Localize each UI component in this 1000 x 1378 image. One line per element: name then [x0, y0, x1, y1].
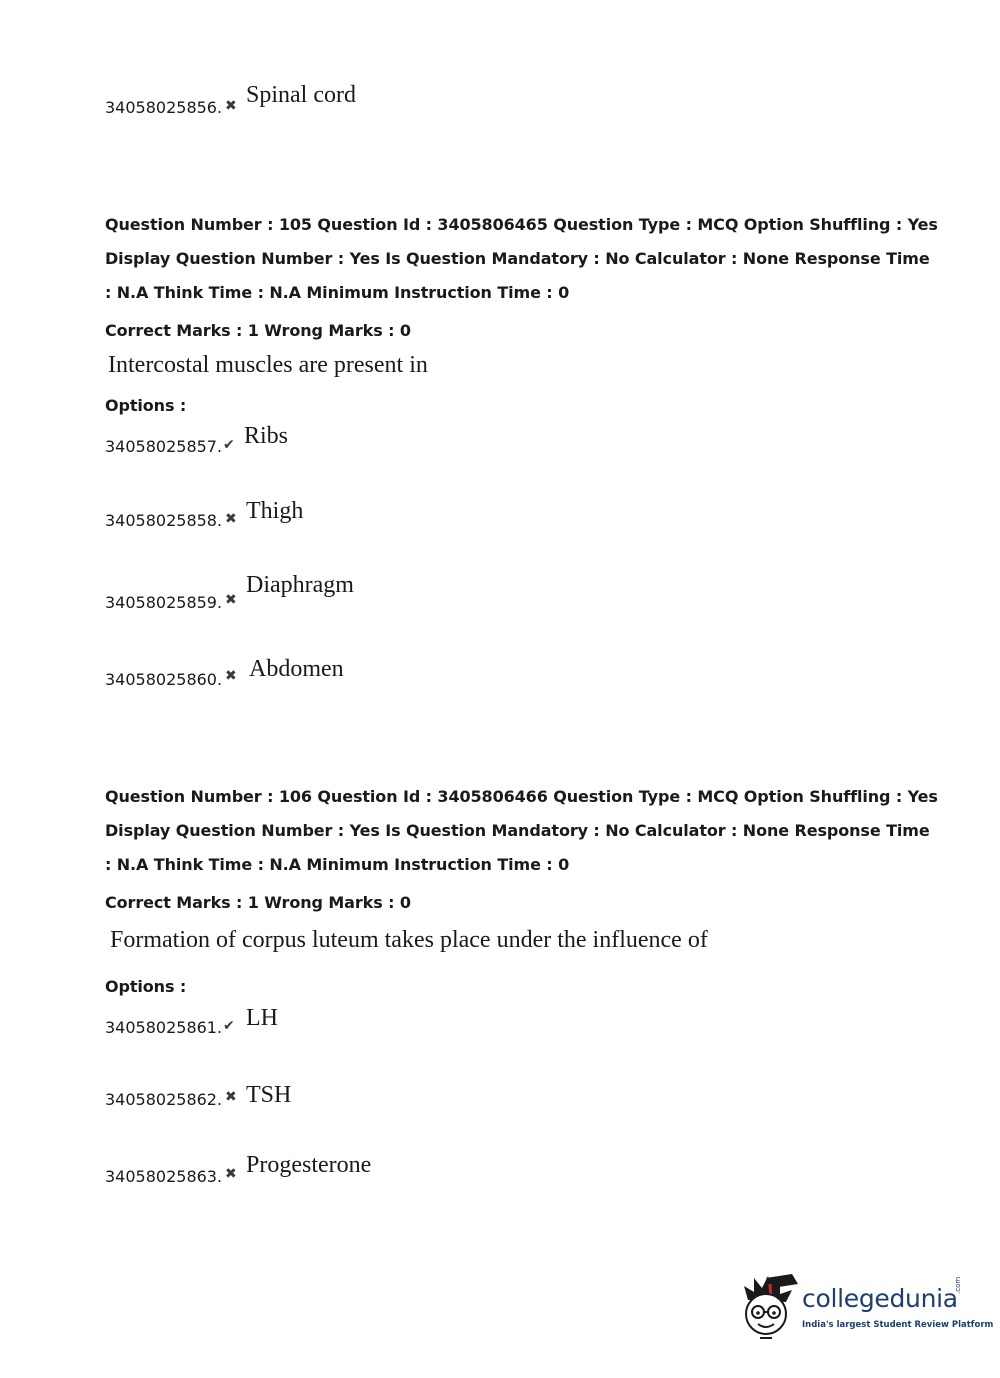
question-meta-line-3: : N.A Think Time : N.A Minimum Instruction Time : 0	[105, 283, 570, 302]
cross-icon: ✖	[225, 1166, 237, 1182]
option-text: TSH	[246, 1082, 292, 1108]
options-label: Options :	[105, 977, 187, 996]
options-label: Options :	[105, 396, 187, 415]
collegedunia-logo	[740, 1272, 994, 1342]
option-id: 34058025856.	[105, 98, 223, 117]
option-id: 34058025857.	[105, 437, 223, 456]
brand-domain: .com	[954, 1276, 962, 1294]
question-text: Formation of corpus luteum takes place under the influence of	[110, 927, 708, 953]
option-text: Spinal cord	[246, 82, 356, 108]
mascot-icon	[740, 1272, 800, 1342]
option-id: 34058025862.	[105, 1090, 223, 1109]
check-icon: ✔	[223, 1018, 235, 1034]
option-text: Thigh	[246, 498, 304, 524]
question-text: Intercostal muscles are present in	[108, 352, 428, 378]
option-text: Ribs	[244, 423, 289, 449]
question-meta-line-1: Question Number : 106 Question Id : 3405806466 Question Type : MCQ Option Shuffling : Yes	[105, 787, 938, 806]
brand-name: collegedunia	[802, 1284, 958, 1313]
option-id: 34058025858.	[105, 511, 223, 530]
option-id: 34058025860.	[105, 670, 223, 689]
question-meta-line-1: Question Number : 105 Question Id : 3405806465 Question Type : MCQ Option Shuffling : Yes	[105, 215, 938, 234]
brand-tagline: India's largest Student Review Platform	[802, 1320, 994, 1330]
option-text: Progesterone	[246, 1152, 372, 1178]
cross-icon: ✖	[225, 98, 237, 114]
option-id: 34058025861.	[105, 1018, 223, 1037]
cross-icon: ✖	[225, 668, 237, 684]
option-id: 34058025863.	[105, 1167, 223, 1186]
question-marks: Correct Marks : 1 Wrong Marks : 0	[105, 321, 411, 340]
check-icon: ✔	[223, 437, 235, 453]
option-text: LH	[246, 1005, 278, 1031]
question-meta-line-2: Display Question Number : Yes Is Question Mandatory : No Calculator : None Response Time	[105, 821, 930, 840]
question-meta-line-3: : N.A Think Time : N.A Minimum Instruction Time : 0	[105, 855, 570, 874]
cross-icon: ✖	[225, 511, 237, 527]
option-id: 34058025859.	[105, 593, 223, 612]
option-text: Diaphragm	[246, 572, 354, 598]
cross-icon: ✖	[225, 1089, 237, 1105]
question-marks: Correct Marks : 1 Wrong Marks : 0	[105, 893, 411, 912]
cross-icon: ✖	[225, 592, 237, 608]
option-text: Abdomen	[249, 656, 344, 682]
question-meta-line-2: Display Question Number : Yes Is Question Mandatory : No Calculator : None Response Time	[105, 249, 930, 268]
